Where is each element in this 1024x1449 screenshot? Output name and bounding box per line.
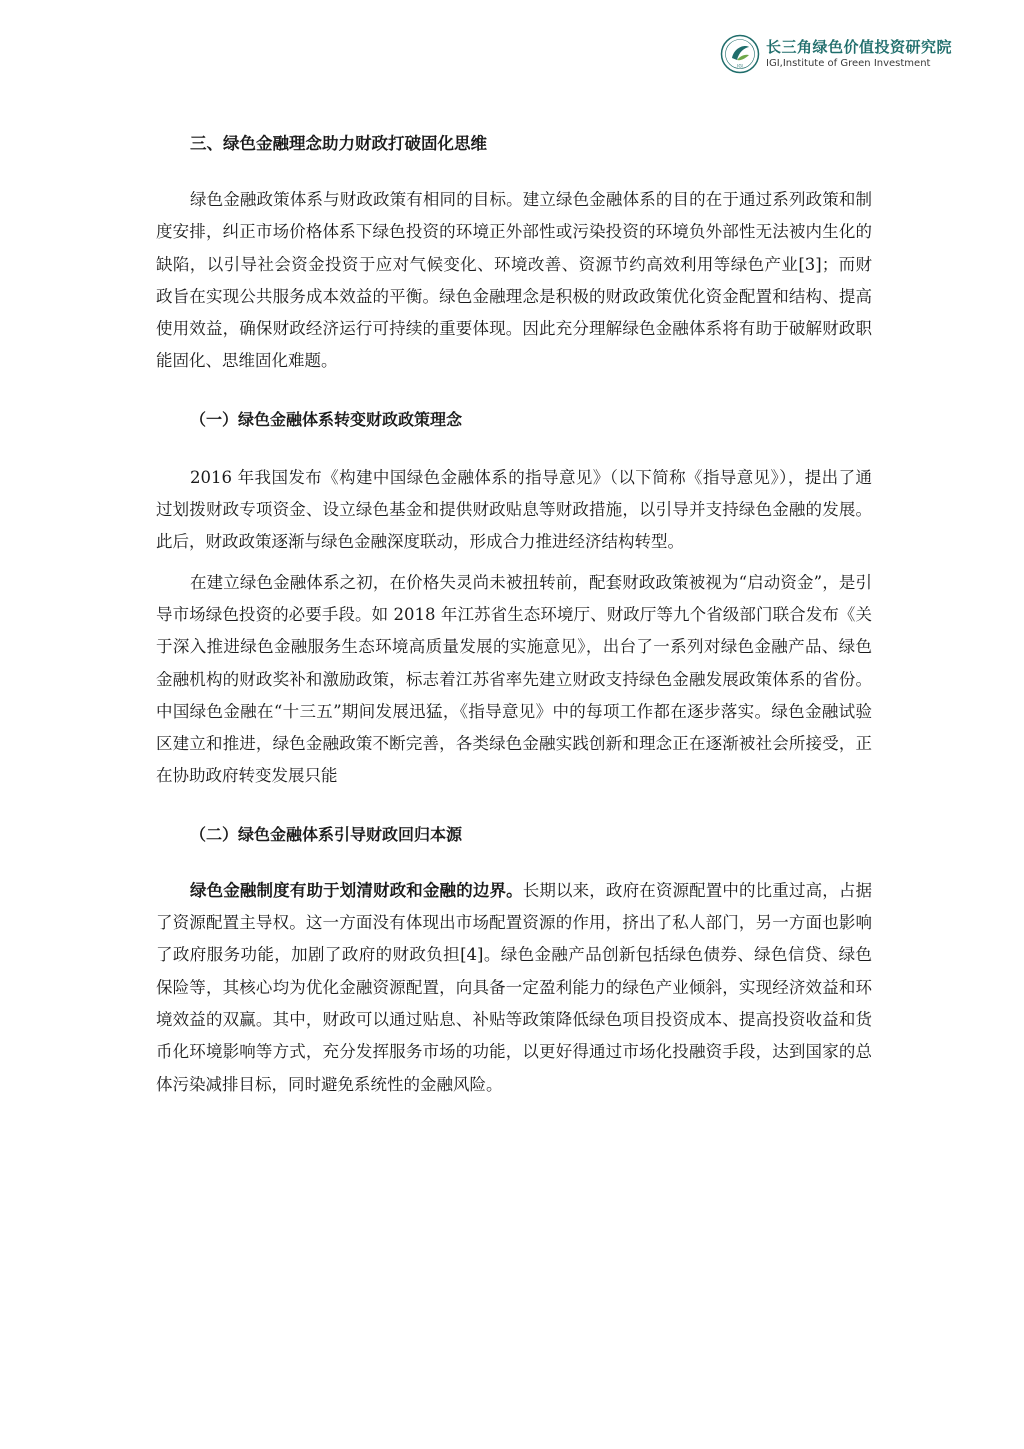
subsection-2-lead-sentence: 绿色金融制度有助于划清财政和金融的边界。 <box>190 880 523 900</box>
institute-logo-icon <box>720 34 760 74</box>
org-name-cn: 长三角绿色价值投资研究院 <box>766 38 953 57</box>
subsection-1-title: （一）绿色金融体系转变财政政策理念 <box>190 409 463 429</box>
subsection-2-body-text: 长期以来，政府在资源配置中的比重过高，占据了资源配置主导权。这一方面没有体现出市场配置资源的作用，挤出了私人部门，另一方面也影响了政府服务功能，加剧了政府的财政负担[4]。绿色金融产品创新包括绿色债券、绿色信贷、绿色保险等，其核心均为优化金融资源配置，向具备一定盈利能力的绿色产业倾斜，实现经济效益和环境效益的双赢。其中，财政可以通过贴息、补贴等政策降低绿色项目投资成本、提高投资收益和货币化环境影响等方式，充分发挥服务市场的功能，以更好得通过市场化投融资手段，达到国家的总体污染减排目标，同时避免系统性的金融风险。 <box>156 880 873 1094</box>
org-name-en: IGI,Institute of Green Investment <box>766 57 931 69</box>
section-title: 三、绿色金融理念助力财政打破固化思维 <box>190 134 487 153</box>
section-intro-paragraph: 绿色金融政策体系与财政政策有相同的目标。建立绿色金融体系的目的在于通过系列政策和制度安排，纠正市场价格体系下绿色投资的环境正外部性或污染投资的环境负外部性无法被内生化的缺陷，以引导社会资金投资于应对气候变化、环境改善、资源节约高效利用等绿色产业[3]；而财政旨在实现公共服务成本效益的平衡。绿色金融理念是积极的财政政策优化资金配置和结构、提高使用效益，确保财政经济运行可持续的重要体现。因此充分理解绿色金融体系将有助于破解财政职能固化、思维固化难题。 <box>156 190 872 371</box>
subsection-1-paragraph-2: 在建立绿色金融体系之初，在价格失灵尚未被扭转前，配套财政政策被视为“启动资金”，是引导市场绿色投资的必要手段。如 2018 年江苏省生态环境厅、财政厅等九个省级部门联合发布《关于深入推进绿色金融服务生态环境高质量发展的实施意见》，出台了一系列对绿色金融产品、绿色金融机构的财政奖补和激励政策，标志着江苏省率先建立财政支持绿色金融发展政策体系的省份。中国绿色金融在“十三五”期间发展迅猛，《指导意见》中的每项工作都在逐步落实。绿色金融试验区建立和推进，绿色金融政策不断完善，各类绿色金融实践创新和理念正在逐渐被社会所接受，正在协助政府转变发展只能 <box>156 572 872 786</box>
header-logo <box>720 34 952 74</box>
subsection-2-paragraph <box>156 875 872 1101</box>
header-logo-text <box>766 39 952 69</box>
svg-text:IGI: IGI <box>737 63 743 69</box>
subsection-2-title: （二）绿色金融体系引导财政回归本源 <box>190 824 463 844</box>
document-body <box>156 128 872 1101</box>
subsection-1-paragraph-1: 2016 年我国发布《构建中国绿色金融体系的指导意见》（以下简称《指导意见》），提出了通过划拨财政专项资金、设立绿色基金和提供财政贴息等财政措施，以引导并支持绿色金融的发展。此后，财政政策逐渐与绿色金融深度联动，形成合力推进经济结构转型。 <box>156 467 872 552</box>
